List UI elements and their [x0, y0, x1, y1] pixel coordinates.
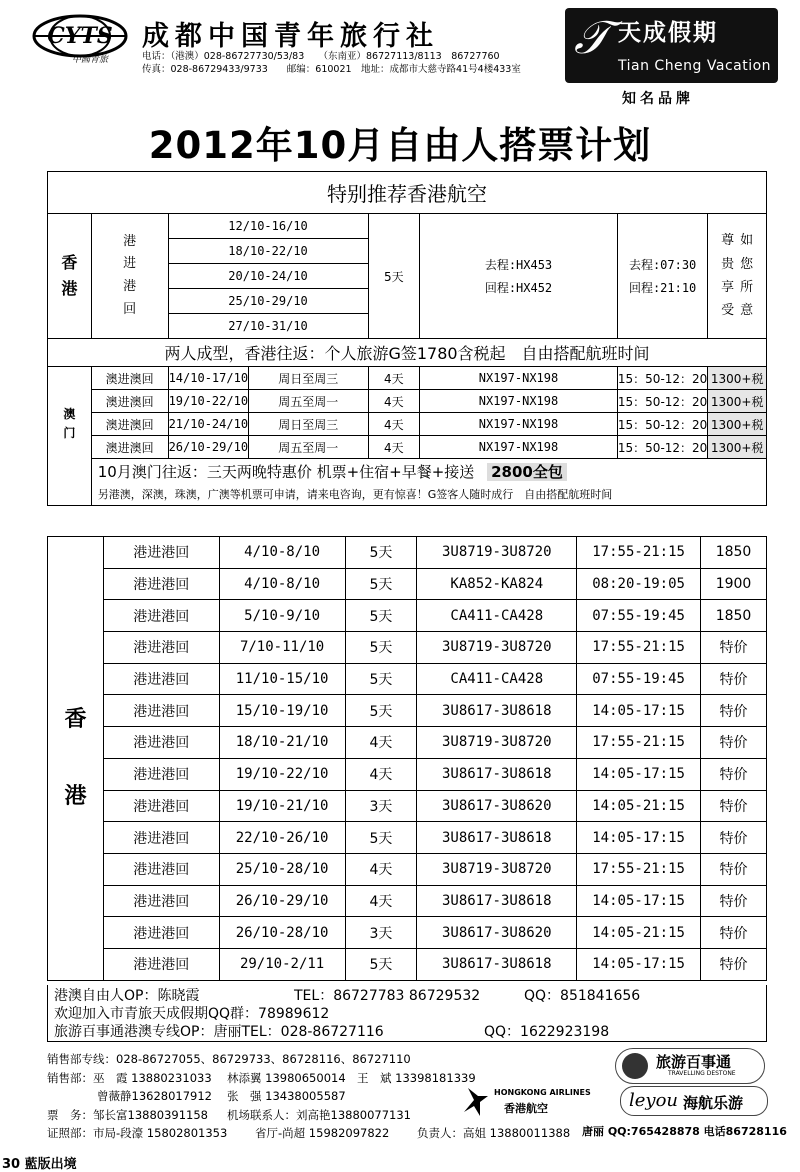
hk-days: 4天 — [345, 727, 417, 759]
hk-price: 特价 — [701, 917, 767, 949]
hk-route: 港进港回 — [103, 600, 219, 632]
macau-flight: NX197-NX198 — [420, 413, 618, 436]
table-row — [48, 632, 767, 664]
hk-time: 17:55-21:15 — [577, 727, 701, 759]
page-title: 2012年10月自由人搭票计划 — [148, 124, 652, 167]
ticketing-contact: 票 务：邹长富13880391158 — [47, 1107, 208, 1122]
hk-days: 5天 — [345, 537, 417, 569]
op-label: 港澳自由人OP：陈晓霞 — [54, 988, 200, 1004]
hk-date: 25/10-28/10 — [219, 853, 345, 885]
hk-airlines-cn: 香港航空 — [504, 1102, 548, 1115]
hk-time: 14:05-21:15 — [577, 790, 701, 822]
macau-days: 4天 — [368, 413, 420, 436]
macau-price: 1300+税 — [708, 390, 767, 413]
hk-days: 4天 — [345, 885, 417, 917]
sales-hotline: 销售部专线：028-86727055、86729733、86728116、86727110 — [47, 1052, 411, 1066]
hk-days: 5天 — [345, 632, 417, 664]
table-row — [48, 822, 767, 854]
hk-time: 14:05-17:15 — [577, 885, 701, 917]
hk-time: 08:20-19:05 — [577, 568, 701, 600]
hk-route: 港进港回 — [103, 663, 219, 695]
hk-region-label: 香港 — [48, 214, 92, 339]
table-row — [48, 948, 767, 980]
sales-contact: 王 斌 13398181339 — [357, 1070, 476, 1085]
hk-flight: CA411-CA428 — [417, 663, 577, 695]
hk-airlines-logo — [460, 1082, 591, 1118]
hk-time: 17:55-21:15 — [577, 853, 701, 885]
macau-route: 澳进澳回 — [91, 413, 168, 436]
hk-date: 7/10-11/10 — [219, 632, 345, 664]
macau-date: 14/10-17/10 — [168, 367, 248, 390]
hk-route: 港进港回 — [103, 822, 219, 854]
hk-route: 港进港回 — [103, 727, 219, 759]
hk-price: 特价 — [701, 632, 767, 664]
macau-weekday: 周日至周三 — [249, 413, 368, 436]
hk-special-date: 25/10-29/10 — [168, 289, 368, 314]
sales-contact: 曾薇静13628017912 — [97, 1089, 212, 1103]
macau-days: 4天 — [368, 367, 420, 390]
hk-price: 特价 — [701, 663, 767, 695]
macau-flight: NX197-NX198 — [420, 436, 618, 459]
hk-time: 17:55-21:15 — [577, 632, 701, 664]
table-row — [48, 853, 767, 885]
brand-t-swash-icon: 𝒯 — [574, 10, 610, 64]
hk-date: 18/10-21/10 — [219, 727, 345, 759]
hk-special-heading: 特别推荐香港航空 — [48, 172, 767, 214]
hk-time: 14:05-21:15 — [577, 917, 701, 949]
brand-tagline: 知名品牌 — [622, 91, 694, 107]
macau-date: 26/10-29/10 — [168, 436, 248, 459]
macau-time: 15：50-12：20 — [617, 413, 707, 436]
hk-flight: 3U8617-3U8618 — [417, 948, 577, 980]
svg-text:CYTS: CYTS — [47, 23, 113, 49]
hk-special-macau-table — [47, 171, 767, 506]
sales-contact: 林添翼 13980650014 — [227, 1070, 346, 1085]
hk-date: 22/10-26/10 — [219, 822, 345, 854]
table-row — [48, 663, 767, 695]
bst-en: TRAVELLING DESTONE — [668, 1070, 736, 1077]
leyou-cn: 海航乐游 — [683, 1094, 744, 1112]
hk-date: 26/10-29/10 — [219, 885, 345, 917]
hk-time: 07:55-19:45 — [577, 663, 701, 695]
table-row — [48, 727, 767, 759]
macau-date: 19/10-22/10 — [168, 390, 248, 413]
macau-time: 15：50-12：20 — [617, 436, 707, 459]
macau-region-label: 澳门 — [48, 367, 92, 506]
hk-date: 4/10-8/10 — [219, 537, 345, 569]
macau-price: 1300+税 — [708, 436, 767, 459]
travel-bst-logo — [615, 1048, 765, 1084]
macau-route: 澳进澳回 — [91, 390, 168, 413]
hk-special-date: 12/10-16/10 — [168, 214, 368, 239]
hk-date: 4/10-8/10 — [219, 568, 345, 600]
op-tel: TEL：86727783 86729532 — [294, 988, 481, 1004]
macau-promo — [91, 459, 766, 484]
hk-flight: 3U8719-3U8720 — [417, 853, 577, 885]
op-qq: QQ：851841656 — [524, 988, 641, 1004]
hk-price: 特价 — [701, 758, 767, 790]
hk-price: 特价 — [701, 948, 767, 980]
hk-days: 5天 — [345, 822, 417, 854]
hk-special-date: 18/10-22/10 — [168, 239, 368, 264]
hk-price: 特价 — [701, 885, 767, 917]
mascot-icon — [622, 1053, 648, 1079]
hk-days: 4天 — [345, 853, 417, 885]
hk-days: 4天 — [345, 758, 417, 790]
hk-special-date: 27/10-31/10 — [168, 314, 368, 339]
hk-price: 特价 — [701, 727, 767, 759]
hk-days: 3天 — [345, 917, 417, 949]
hk-price: 特价 — [701, 853, 767, 885]
macau-time: 15：50-12：20 — [617, 390, 707, 413]
hk-flight: 3U8719-3U8720 — [417, 727, 577, 759]
table-row — [48, 568, 767, 600]
hk-list-region-label: 香港 — [48, 537, 104, 981]
brand-name-en: Tian Cheng Vacation — [618, 58, 772, 74]
company-fax-address-line: 传真：028-86729433/9733 邮编：610021 地址：成都市大慈寺路41号4楼433室 — [142, 64, 521, 75]
hk-route: 港进港回 — [103, 853, 219, 885]
hk-special-days: 5天 — [368, 214, 420, 339]
hk-flight: 3U8617-3U8618 — [417, 822, 577, 854]
macau-route: 澳进澳回 — [91, 367, 168, 390]
airport-contact: 机场联系人：刘高艳13880077131 — [227, 1107, 411, 1122]
hk-days: 5天 — [345, 600, 417, 632]
hk-price: 1850 — [701, 600, 767, 632]
hk-date: 26/10-28/10 — [219, 917, 345, 949]
visa-contact: 证照部：市局-段濠 15802801353 — [47, 1126, 228, 1140]
hk-special-slogan: 尊贵享受 如您所意 — [708, 214, 767, 339]
macau-time: 15：50-12：20 — [617, 367, 707, 390]
macau-promo-text: 10月澳门往返：三天两晚特惠价 机票+住宿+早餐+接送 — [97, 462, 475, 481]
cyts-logo — [30, 12, 130, 64]
hk-date: 11/10-15/10 — [219, 663, 345, 695]
hk-price: 1850 — [701, 537, 767, 569]
visa-contact: 省厅-尚超 15982097822 — [255, 1126, 390, 1140]
line-op: 旅游百事通港澳专线OP：唐丽TEL：028-86727116 — [54, 1024, 384, 1040]
hk-price: 特价 — [701, 822, 767, 854]
hk-price: 1900 — [701, 568, 767, 600]
bst-cn: 旅游百事通 — [656, 1053, 732, 1071]
hk-flight: 3U8617-3U8618 — [417, 885, 577, 917]
hk-special-flights: 去程:HX453 回程:HX452 — [420, 214, 618, 339]
table-row — [48, 390, 767, 413]
hk-date: 19/10-21/10 — [219, 790, 345, 822]
hk-days: 5天 — [345, 663, 417, 695]
macau-note: 另港澳，深澳，珠澳，广澳等机票可申请，请来电咨询，更有惊喜！G签客人随时成行 自由搭配航班时间 — [91, 484, 766, 506]
macau-weekday: 周日至周三 — [249, 367, 368, 390]
line-qq: QQ：1622923198 — [484, 1024, 610, 1040]
hk-route: 港进港回 — [103, 537, 219, 569]
hk-price: 特价 — [701, 790, 767, 822]
table-row — [48, 537, 767, 569]
hk-flight: 3U8617-3U8620 — [417, 790, 577, 822]
company-phone-line: 电话：（港澳）028-86727730/53/83 （东南亚）86727113/8113 86727760 — [142, 51, 500, 62]
sales-contact: 张 强 13438005587 — [227, 1089, 346, 1103]
footer-contact: 唐丽 QQ:765428878 电话86728116 — [582, 1125, 787, 1138]
sales-contact: 销售部：巫 霞 13880231033 — [47, 1070, 212, 1085]
hk-flight: 3U8617-3U8620 — [417, 917, 577, 949]
hk-special-date: 20/10-24/10 — [168, 264, 368, 289]
hk-days: 5天 — [345, 948, 417, 980]
macau-price: 1300+税 — [708, 413, 767, 436]
brand-name-cn: 天成假期 — [618, 20, 718, 46]
hk-flight-table — [47, 536, 767, 981]
hk-date: 29/10-2/11 — [219, 948, 345, 980]
macau-date: 21/10-24/10 — [168, 413, 248, 436]
hk-time: 07:55-19:45 — [577, 600, 701, 632]
hk-flight: 3U8617-3U8618 — [417, 758, 577, 790]
hk-date: 5/10-9/10 — [219, 600, 345, 632]
hk-days: 5天 — [345, 568, 417, 600]
macau-weekday: 周五至周一 — [249, 436, 368, 459]
hk-route: 港进港回 — [103, 632, 219, 664]
table-row — [48, 436, 767, 459]
table-row — [48, 885, 767, 917]
hk-flight: 3U8719-3U8720 — [417, 632, 577, 664]
table-row — [48, 758, 767, 790]
table-row — [48, 367, 767, 390]
hk-time: 17:55-21:15 — [577, 537, 701, 569]
hk-flight: KA852-KA824 — [417, 568, 577, 600]
hk-days: 5天 — [345, 695, 417, 727]
hk-time: 14:05-17:15 — [577, 948, 701, 980]
hk-route: 港进港回 — [103, 885, 219, 917]
macau-flight: NX197-NX198 — [420, 390, 618, 413]
hk-flight: CA411-CA428 — [417, 600, 577, 632]
hk-flight: 3U8719-3U8720 — [417, 537, 577, 569]
company-name: 成都中国青年旅行社 — [142, 21, 439, 52]
macau-days: 4天 — [368, 390, 420, 413]
table-row — [48, 413, 767, 436]
hk-route: 港进港回 — [103, 948, 219, 980]
hk-price: 特价 — [701, 695, 767, 727]
leyou-logo — [620, 1086, 768, 1116]
hk-airlines-en: HONGKONG AIRLINES — [494, 1088, 591, 1097]
hk-time: 14:05-17:15 — [577, 758, 701, 790]
macau-days: 4天 — [368, 436, 420, 459]
table-row — [48, 600, 767, 632]
macau-route: 澳进澳回 — [91, 436, 168, 459]
macau-promo-price: 2800全包 — [487, 463, 567, 481]
macau-price: 1300+税 — [708, 367, 767, 390]
hk-date: 19/10-22/10 — [219, 758, 345, 790]
page-footer: 30 藍版出境 — [2, 1157, 77, 1172]
visa-contact: 负责人：高姐 13880011388 — [417, 1126, 571, 1140]
hk-special-note: 两人成型，香港往返：个人旅游G签1780含税起 自由搭配航班时间 — [48, 339, 767, 367]
hk-days: 3天 — [345, 790, 417, 822]
hk-route: 港进港回 — [103, 790, 219, 822]
macau-weekday: 周五至周一 — [249, 390, 368, 413]
hk-flight: 3U8617-3U8618 — [417, 695, 577, 727]
contact-box — [47, 985, 767, 1042]
macau-flight: NX197-NX198 — [420, 367, 618, 390]
hk-route-label: 港进港回 — [91, 214, 168, 339]
hk-route: 港进港回 — [103, 695, 219, 727]
hk-time: 14:05-17:15 — [577, 822, 701, 854]
hk-special-times: 去程:07:30 回程:21:10 — [617, 214, 707, 339]
qq-group: 欢迎加入市青旅天成假期QQ群：78989612 — [54, 1006, 330, 1022]
logo-script-text: 中國青旅 — [71, 55, 109, 65]
table-row — [48, 790, 767, 822]
hk-route: 港进港回 — [103, 917, 219, 949]
leyou-en: leyou — [629, 1090, 679, 1111]
hk-time: 14:05-17:15 — [577, 695, 701, 727]
table-row — [48, 695, 767, 727]
table-row — [48, 917, 767, 949]
hk-route: 港进港回 — [103, 568, 219, 600]
hk-date: 15/10-19/10 — [219, 695, 345, 727]
hk-route: 港进港回 — [103, 758, 219, 790]
